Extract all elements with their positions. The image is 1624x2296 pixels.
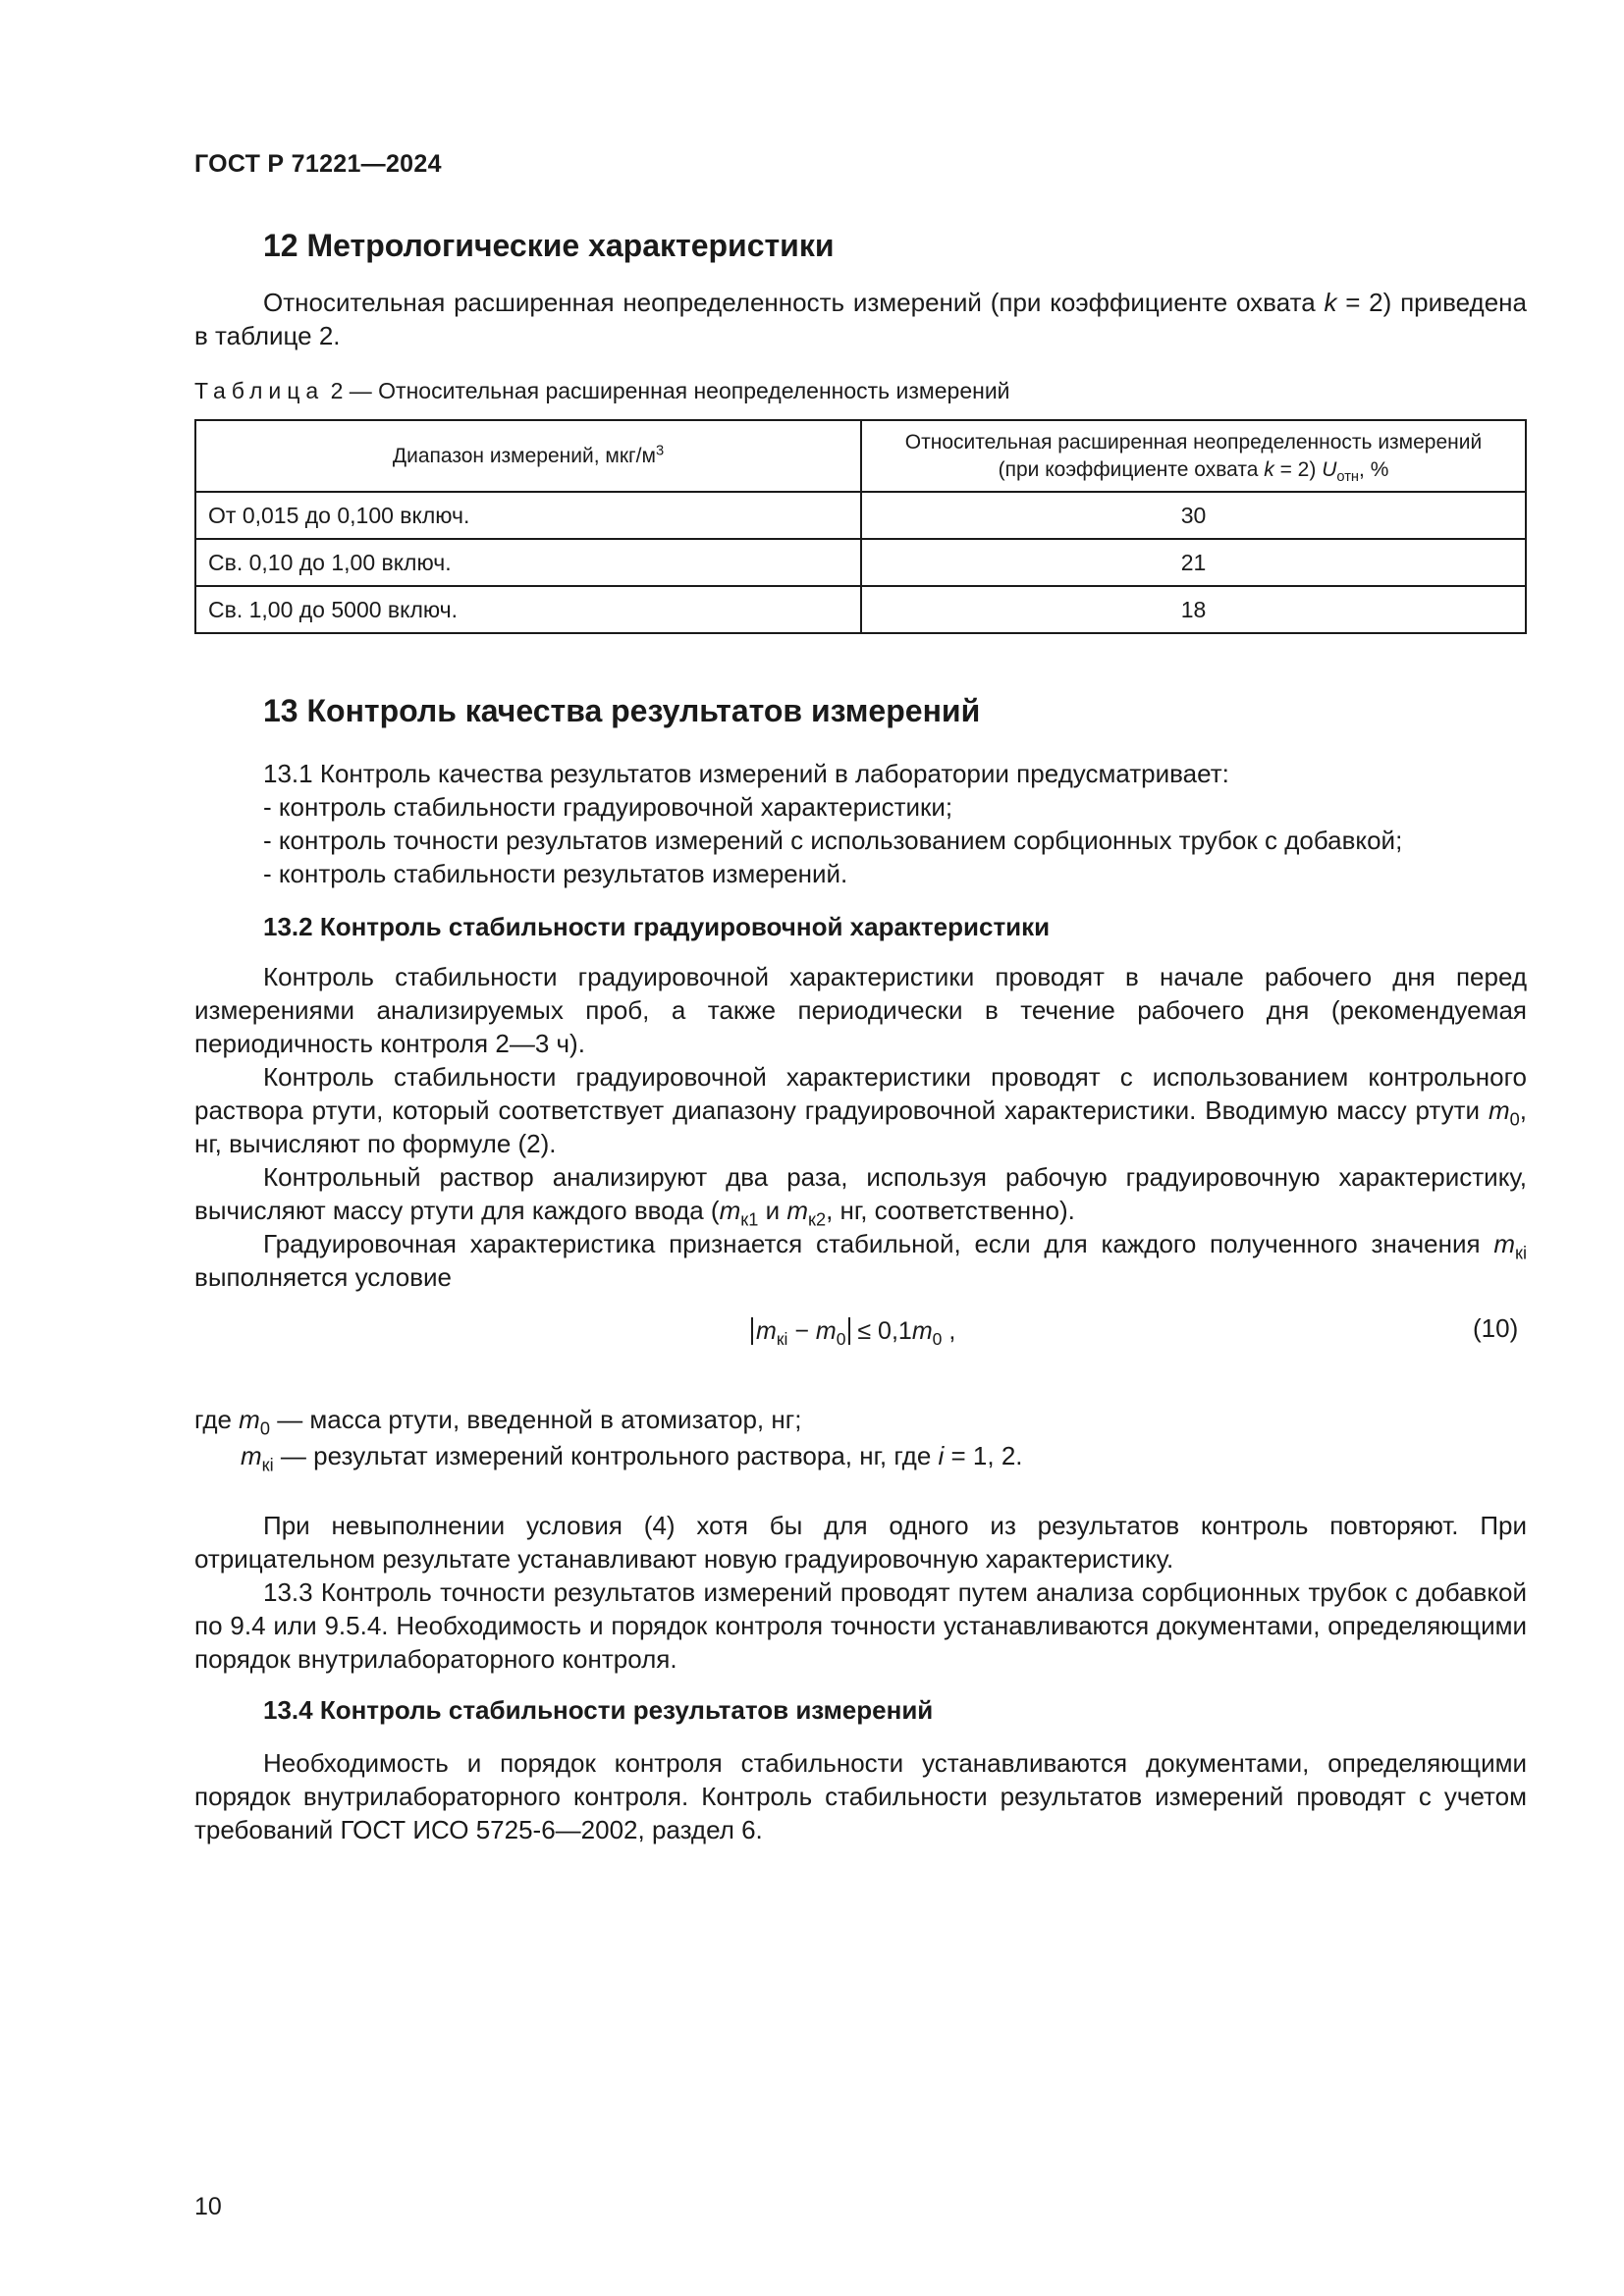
uncertainty-table bbox=[194, 419, 1527, 634]
paragraph: Градуировочная характеристика признается стабильной, если для каждого полученного значения $m_{кi}$ выполняется условие bbox=[194, 1229, 1527, 1292]
paragraph: Необходимость и порядок контроля стабильности устанавливаются документами, определяющими порядок внутрилабораторного контроля. Контроль стабильности результатов измерений проводят с учетом требований ГОСТ ИСО 5725-6—2002, раздел 6. bbox=[194, 1748, 1527, 1844]
subsection-13-4-body bbox=[194, 1746, 1527, 1846]
subsection-13-4-title: 13.4 Контроль стабильности результатов измерений bbox=[263, 1695, 934, 1725]
list-item: - контроль точности результатов измерений с использованием сорбционных трубок с добавкой; bbox=[263, 826, 1403, 855]
value-cell: 21 bbox=[861, 539, 1526, 586]
range-cell: От 0,015 до 0,100 включ. bbox=[195, 492, 861, 539]
value-cell: 18 bbox=[861, 586, 1526, 633]
col-uncertainty-header: Относительная расширенная неопределенность измерений (при коэффициенте охвата k = 2) $U_{отн}$, % bbox=[861, 420, 1526, 492]
section-12-intro: Относительная расширенная неопределенность измерений (при коэффициенте охвата k = 2) приведена в таблице 2. bbox=[194, 288, 1527, 350]
section-13-title: 13 Контроль качества результатов измерений bbox=[263, 693, 981, 728]
paragraph: Контроль стабильности градуировочной характеристики проводят в начале рабочего дня перед измерениями анализируемых проб, а также периодически в течение рабочего дня (рекомендуемая периодичность контроля 2—3 ч). bbox=[194, 962, 1527, 1058]
subsection-13-2-title: 13.2 Контроль стабильности градуировочной характеристики bbox=[263, 912, 1051, 941]
page-number: 10 bbox=[194, 2193, 222, 2220]
paragraph-13-3: 13.3 Контроль точности результатов измерений проводят путем анализа сорбционных трубок с добавкой по 9.4 или 9.5.4. Необходимость и порядок контроля точности устанавливаются документами, определяющими порядок внутрилабораторного контроля. bbox=[194, 1577, 1527, 1674]
list-item: - контроль стабильности градуировочной характеристики; bbox=[263, 792, 953, 822]
paragraph: Контроль стабильности градуировочной характеристики проводят с использованием контрольного раствора ртути, который соответствует диапазону градуировочной характеристики. Вводимую массу ртути $m_0$, нг, вычисляют по формуле (2). bbox=[194, 1062, 1527, 1158]
where-mki: $m_{кi}$ — результат измерений контрольного раствора, нг, где i = 1, 2. bbox=[241, 1441, 1023, 1475]
subsection-13-2-tail bbox=[194, 1509, 1527, 1676]
table-header-row bbox=[195, 420, 1526, 492]
value-cell: 30 bbox=[861, 492, 1526, 539]
paragraph: При невыполнении условия (4) хотя бы для одного из результатов контроль повторяют. При отрицательном результате устанавливают новую градуировочную характеристику. bbox=[194, 1511, 1527, 1574]
formula-number: (10) bbox=[1473, 1313, 1519, 1343]
table-row bbox=[195, 539, 1526, 586]
para-13-1: 13.1 Контроль качества результатов измерений в лаборатории предусматривает: bbox=[263, 759, 1229, 788]
paragraph: Контрольный раствор анализируют два раза, используя рабочую градуировочную характеристику, вычисляют массу ртути для каждого ввода ($m_{к1}$ и $m_{к2}$, нг, соответственно). bbox=[194, 1162, 1527, 1230]
where-m0: где $m_0$ — масса ртути, введенной в атомизатор, нг; bbox=[194, 1405, 802, 1439]
table-row bbox=[195, 586, 1526, 633]
formula-10: $m_{кi} - m_0 \le 0,1m_0$ , bbox=[751, 1317, 955, 1346]
col-range-header: Диапазон измерений, мкг/$м^3$ bbox=[195, 420, 861, 492]
document-code: ГОСТ Р 71221—2024 bbox=[194, 150, 442, 178]
table-row bbox=[195, 492, 1526, 539]
table-2-caption: Таблица 2 — Относительная расширенная неопределенность измерений bbox=[194, 378, 1010, 403]
range-cell: Св. 0,10 до 1,00 включ. bbox=[195, 539, 861, 586]
subsection-13-2-body bbox=[194, 960, 1527, 1294]
range-cell: Св. 1,00 до 5000 включ. bbox=[195, 586, 861, 633]
list-item: - контроль стабильности результатов измерений. bbox=[263, 859, 848, 888]
section-12-title: 12 Метрологические характеристики bbox=[263, 228, 835, 263]
